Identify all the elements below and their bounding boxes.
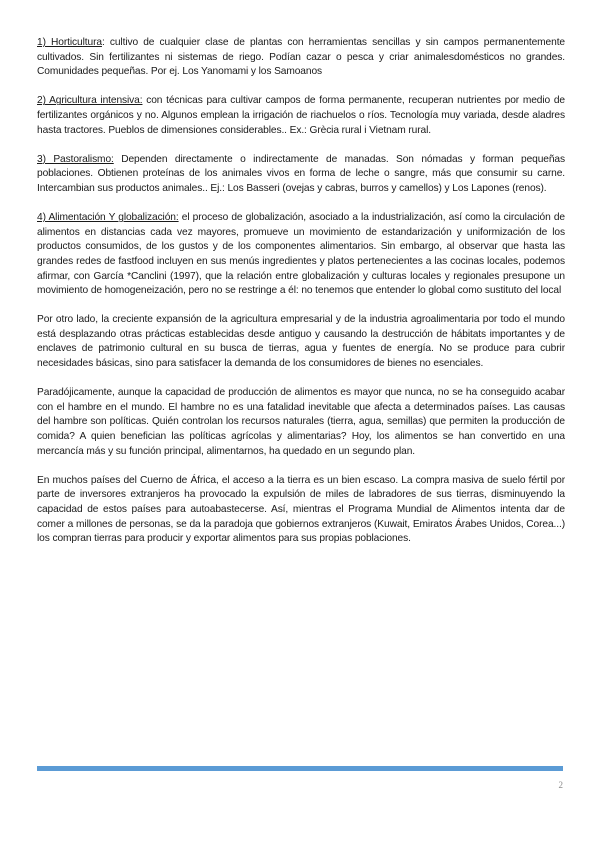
document-page [37,36,565,561]
section-heading: 2) Agricultura intensiva: [37,95,143,107]
section-body: : cultivo de cualquier clase de plantas con herramientas sencillas y sin campos permanentemente cultivados. Sin fertilizantes ni sistemas de riego. Podían cazar o pesca y criar animalesdomésticos no grandes. Comunidades pequeñas. Por ej. Los Yanomami y los Samoanos [37,37,565,78]
footer-divider [37,766,563,771]
section-body: el proceso de globalización, asociado a la industrialización, así como la circulación de alimentos en distancias cada vez mayores, promueve un movimiento de estandarización y uniformización de los productos consumidos, de los gustos y de los componentes alimentarios. Sin embargo, al observar que hasta las grandes redes de fastfood incluyen en sus menús ingredientes y platos pertenecientes a las cocinas locales, podemos afirmar, con García *Canclini (1997), que la relación entre globalización y culturas locales y regionales presupone un movimiento de homogeneización, pero no se restringe a él: no tenemos que entender lo global como sustituto del local [37,212,565,297]
paragraph-cuerno-africa: En muchos países del Cuerno de África, el acceso a la tierra es un bien escaso. La compra masiva de suelo fértil por parte de inversores extranjeros ha provocado la expulsión de miles de labradores de sus tierras, disminuyendo la capacidad de estos países para autoabastecerse. Así, mientras el Programa Mundial de Alimentos intenta dar de comer a millones de personas, se da la paradoja que gobiernos extranjeros (Kuwait, Emiratos Árabes Unidos, Corea...) los compran tierras para producir y exportar alimentos para sus propias poblaciones. [37,474,565,545]
section-pastoralismo [37,153,565,197]
paragraph-hambre: Paradójicamente, aunque la capacidad de producción de alimentos es mayor que nunca, no se ha conseguido acabar con el hambre en el mundo. El hambre no es una fatalidad inevitable que afecta a determinados países. Las causas del hambre son políticas. Quién controlan los recursos naturales (tierra, agua, semillas) que permiten la producción de comida? A quien benefician las políticas agrícolas y alimentarias? Hoy, los alimentos se han convertido en una mercancía más y su función principal, alimentarnos, ha quedado en un segundo plan. [37,387,565,457]
section-heading: 4) Alimentación Y globalización: [37,212,179,224]
section-horticultura [37,36,565,80]
paragraph-expansion-agricultura: Por otro lado, la creciente expansión de la agricultura empresarial y de la industria agroalimentaria por todo el mundo está desplazando otras prácticas establecidas desde antiguo y causando la destrucción de hábitats importantes y de enclaves de patrimonio cultural en su busca de tierras, agua y fuentes de energía. No se produce para cubrir necesidades básicas, sino para satisfacer la demanda de los consumidores de bienes no esenciales. [37,314,565,370]
section-alimentacion-globalizacion [37,211,565,299]
section-heading: 3) Pastoralismo: [37,153,114,165]
section-body: Dependen directamente o indirectamente de manadas. Son nómadas y forman pequeñas poblaciones. Obtienen proteínas de los animales vivos en forma de leche o sangre, más que consumir su carne. Intercambian sus productos animales.. Ej.: Los Basseri (ovejas y cabras, burros y camellos) y Los Lapones (renos). [37,153,565,194]
page-number: 2 [558,780,563,790]
section-agricultura-intensiva [37,94,565,138]
section-heading: 1) Horticultura [37,37,102,48]
section-body: con técnicas para cultivar campos de forma permanente, recuperan nutrientes por medio de fertilizantes orgánicos y no. Algunos emplean la irrigación de riachuelos o ríos. Tecnología muy variada, desde aladres hasta tractores. Pueblos de dimensiones considerables.. Ex.: Grècia rural i Vietnam rural. [37,95,565,136]
